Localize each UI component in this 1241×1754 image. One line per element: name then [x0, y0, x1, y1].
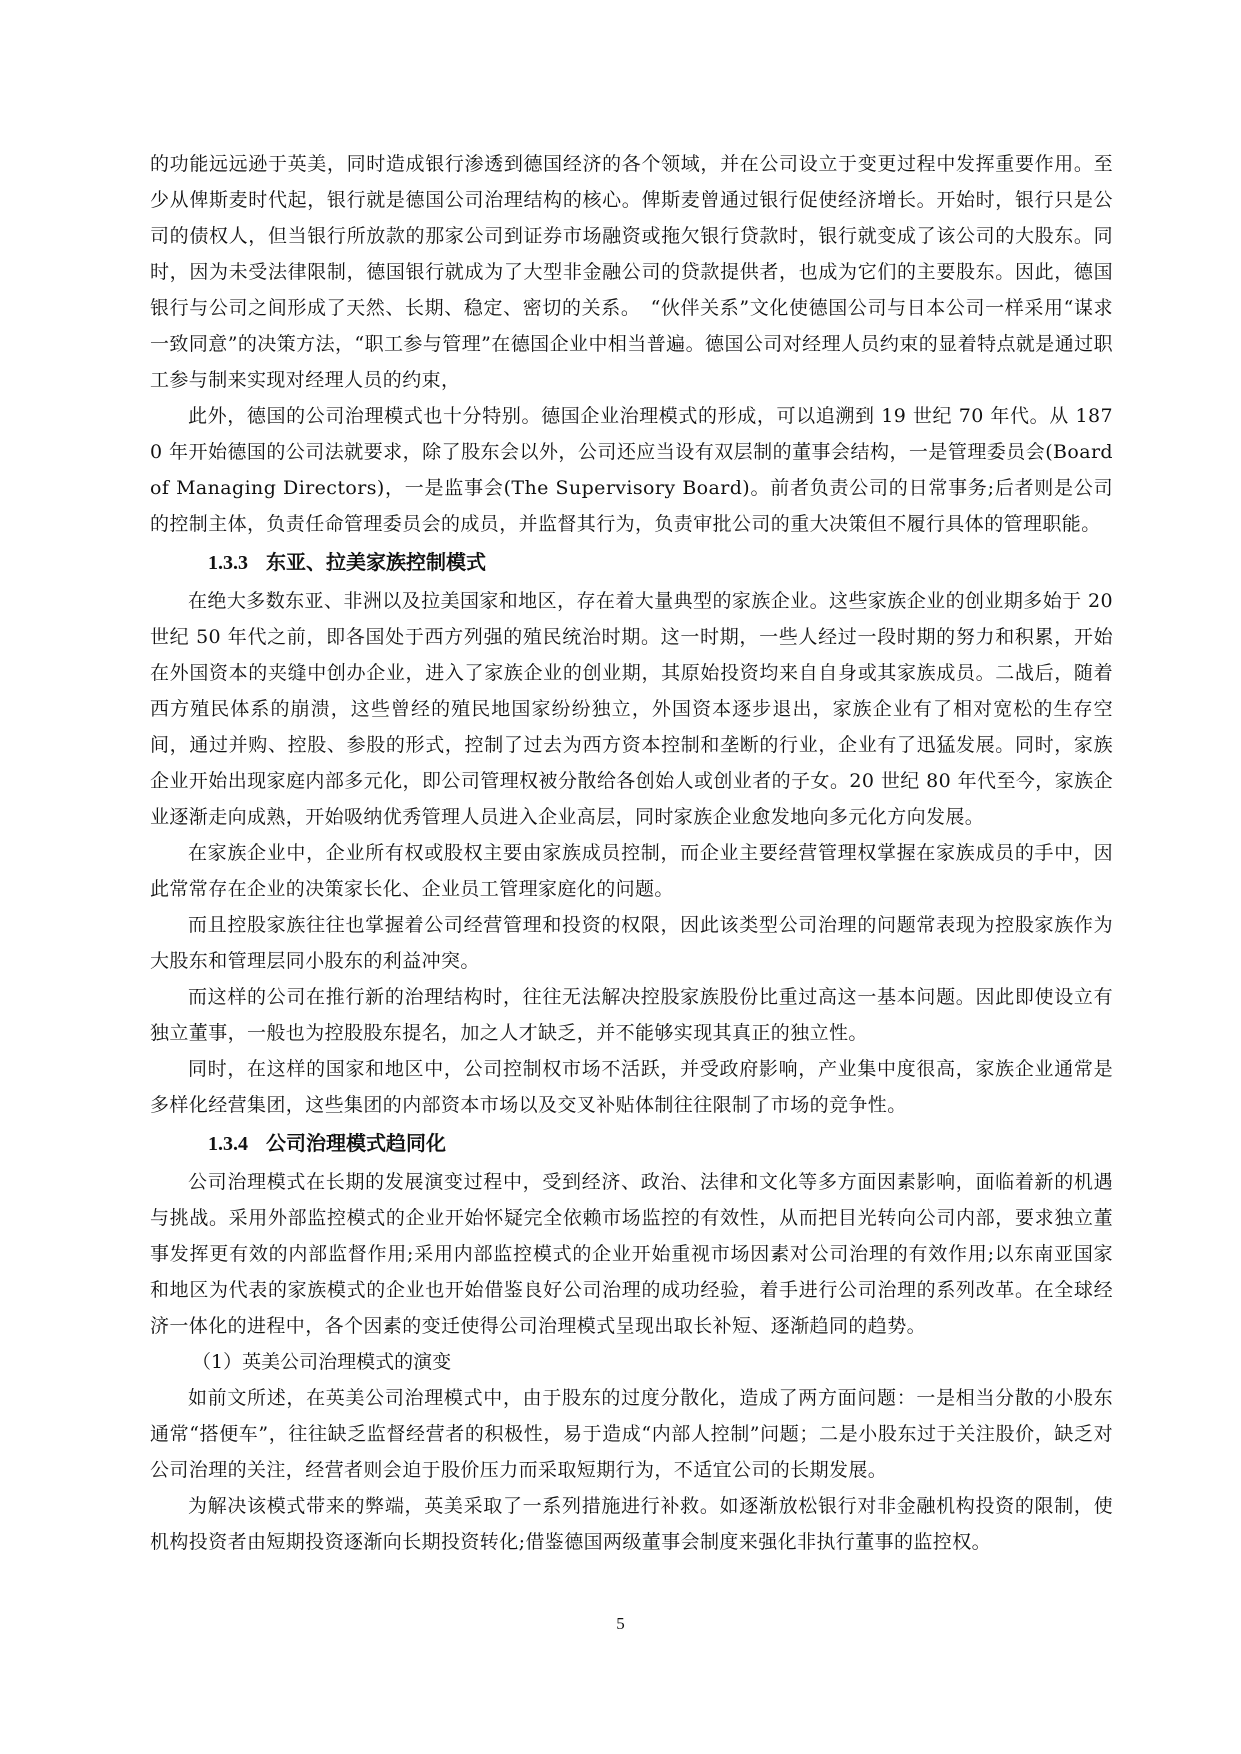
paragraph: 而且控股家族往往也掌握着公司经营管理和投资的权限，因此该类型公司治理的问题常表现为控股家族作为大股东和管理层同小股东的利益冲突。 — [150, 914, 1113, 972]
section-title: 东亚、拉美家族控制模式 — [266, 550, 486, 574]
section-heading — [150, 542, 1113, 583]
section-number: 1.3.4 — [208, 1133, 248, 1155]
section-heading — [150, 1123, 1113, 1164]
paragraph: 而这样的公司在推行新的治理结构时，往往无法解决控股家族股份比重过高这一基本问题。因此即使设立有独立董事，一般也为控股股东提名，加之人才缺乏，并不能够实现其真正的独立性。 — [150, 986, 1113, 1044]
document-body — [150, 146, 1113, 1560]
section-number: 1.3.3 — [208, 552, 248, 574]
paragraph: 为解决该模式带来的弊端，英美采取了一系列措施进行补救。如逐渐放松银行对非金融机构投资的限制，使机构投资者由短期投资逐渐向长期投资转化;借鉴德国两级董事会制度来强化非执行董事的监控权。 — [150, 1495, 1113, 1553]
subsection-heading: （1）英美公司治理模式的演变 — [192, 1351, 452, 1373]
paragraph: 在家族企业中，企业所有权或股权主要由家族成员控制，而企业主要经营管理权掌握在家族成员的手中，因此常常存在企业的决策家长化、企业员工管理家庭化的问题。 — [150, 842, 1113, 900]
paragraph: 同时，在这样的国家和地区中，公司控制权市场不活跃，并受政府影响，产业集中度很高，家族企业通常是多样化经营集团，这些集团的内部资本市场以及交叉补贴体制往往限制了市场的竞争性。 — [150, 1058, 1113, 1116]
paragraph: 的功能远远逊于英美，同时造成银行渗透到德国经济的各个领域，并在公司设立于变更过程中发挥重要作用。至少从俾斯麦时代起，银行就是德国公司治理结构的核心。俾斯麦曾通过银行促使经济增长。开始时，银行只是公司的债权人，但当银行所放款的那家公司到证券市场融资或拖欠银行贷款时，银行就变成了该公司的大股东。同时，因为未受法律限制，德国银行就成为了大型非金融公司的贷款提供者，也成为它们的主要股东。因此，德国银行与公司之间形成了天然、长期、稳定、密切的关系。 “伙伴关系”文化使德国公司与日本公司一样采用“谋求一致同意”的决策方法，“职工参与管理”在德国企业中相当普遍。德国公司对经理人员约束的显着特点就是通过职工参与制来实现对经理人员的约束， — [150, 153, 1113, 391]
paragraph: 此外，德国的公司治理模式也十分特别。德国企业治理模式的形成，可以追溯到 19 世纪 70 年代。从 1870 年开始德国的公司法就要求，除了股东会以外，公司还应当设有双层制的董事会结构，一是管理委员会(Board of Managing Directors)，一是监事会(The Supervisory Board)。前者负责公司的日常事务;后者则是公司的控制主体，负责任命管理委员会的成员，并监督其行为，负责审批公司的重大决策但不履行具体的管理职能。 — [150, 405, 1113, 535]
page-number: 5 — [616, 1614, 625, 1633]
section-title: 公司治理模式趋同化 — [266, 1131, 446, 1155]
paragraph: 公司治理模式在长期的发展演变过程中，受到经济、政治、法律和文化等多方面因素影响，面临着新的机遇与挑战。采用外部监控模式的企业开始怀疑完全依赖市场监控的有效性，从而把目光转向公司内部，要求独立董事发挥更有效的内部监督作用;采用内部监控模式的企业开始重视市场因素对公司治理的有效作用;以东南亚国家和地区为代表的家族模式的企业也开始借鉴良好公司治理的成功经验，着手进行公司治理的系列改革。在全球经济一体化的进程中，各个因素的变迁使得公司治理模式呈现出取长补短、逐渐趋同的趋势。 — [150, 1171, 1113, 1337]
paragraph: 如前文所述，在英美公司治理模式中，由于股东的过度分散化，造成了两方面问题：一是相当分散的小股东通常“搭便车”，往往缺乏监督经营者的积极性，易于造成“内部人控制”问题；二是小股东过于关注股价，缺乏对公司治理的关注，经营者则会迫于股价压力而采取短期行为，不适宜公司的长期发展。 — [150, 1387, 1113, 1481]
paragraph: 在绝大多数东亚、非洲以及拉美国家和地区，存在着大量典型的家族企业。这些家族企业的创业期多始于 20 世纪 50 年代之前，即各国处于西方列强的殖民统治时期。这一时期，一些人经过一段时期的努力和积累，开始在外国资本的夹缝中创办企业，进入了家族企业的创业期，其原始投资均来自自身或其家族成员。二战后，随着西方殖民体系的崩溃，这些曾经的殖民地国家纷纷独立，外国资本逐步退出，家族企业有了相对宽松的生存空间，通过并购、控股、参股的形式，控制了过去为西方资本控制和垄断的行业，企业有了迅猛发展。同时，家族企业开始出现家庭内部多元化，即公司管理权被分散给各创始人或创业者的子女。20 世纪 80 年代至今，家族企业逐渐走向成熟，开始吸纳优秀管理人员进入企业高层，同时家族企业愈发地向多元化方向发展。 — [150, 590, 1113, 828]
